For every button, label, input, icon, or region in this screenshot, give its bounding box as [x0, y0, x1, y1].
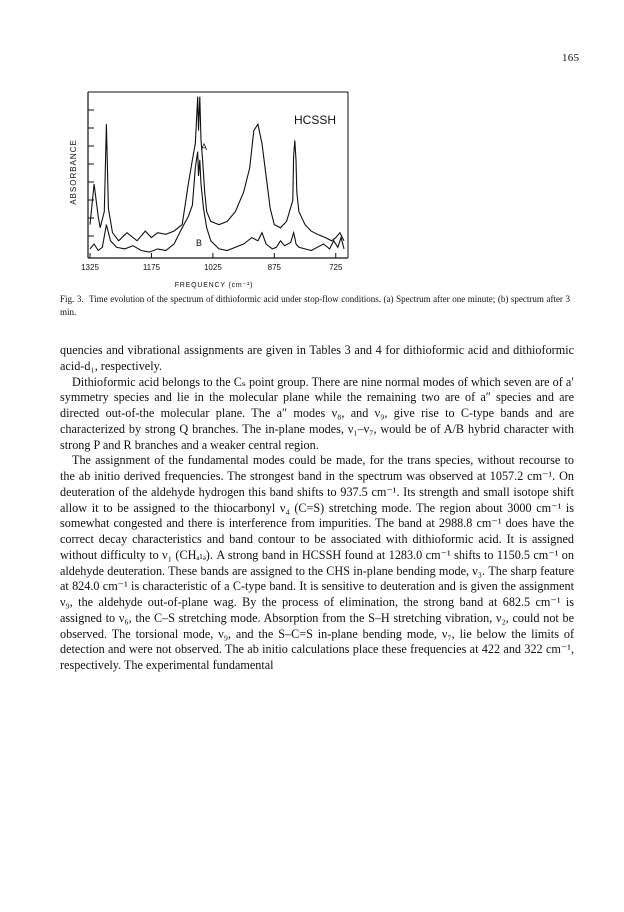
x-tick-label: 1175	[142, 263, 161, 272]
figure-caption	[60, 293, 570, 319]
page-number: 165	[562, 52, 580, 64]
x-tick-label: 875	[267, 263, 281, 272]
figure-label: Fig. 3.	[60, 294, 84, 304]
x-tick-label: 725	[329, 263, 343, 272]
spectrum-chart	[0, 0, 624, 300]
paragraph-3: The assignment of the fundamental modes could be made, for the trans species, without recourse to the ab initio derived frequencies. The strongest band in the spectrum was observed at 1057.2 cm⁻¹. On deuteration of the aldehyde hydrogen this band shifts to 937.5 cm⁻¹. Its strength and small isotope shift allow it to be assigned to the thiocarbonyl ν₄ (C=S) stretching mode. The region about 3000 cm⁻¹ is somewhat congested and there is interference from impurities. The band at 2988.8 cm⁻¹ does have the correct decay characteristics and band contour to be associated with dithioformic acid. It is assigned without difficulty to ν₁ (CHₐₗₔ). A strong band in HCSSH found at 1283.0 cm⁻¹ shifts to 1150.5 cm⁻¹ on aldehyde deuteration. These bands are assigned to the CHS in-plane bending mode, ν₃. The sharp feature at 824.0 cm⁻¹ is characteristic of a C-type band. It is sensitive to deuteration and is given the assignment ν₉, the aldehyde out-of-plane wag. By the process of elimination, the strong band at 682.5 cm⁻¹ is assigned to ν₆, the C–S stretching mode. Absorption from the S–H stretching vibration, ν₂, could not be observed. The torsional mode, ν₉, and the S–C=S in-plane bending mode, ν₇, lie below the limits of detection and were not observed. The ab initio calculations place these frequencies at 422 and 322 cm⁻¹, respectively. The experimental fundamental	[60, 453, 574, 672]
caption-text: Time evolution of the spectrum of dithioformic acid under stop-flow conditions. (a) Spectrum after one minute; (b) spectrum after 3 min.	[60, 294, 570, 317]
x-tick-label: 1325	[81, 263, 99, 272]
x-tick-label: 1025	[203, 263, 222, 272]
paragraph-1: quencies and vibrational assignments are given in Tables 3 and 4 for dithioformic acid and dithioformic acid-d₁, respectively.	[60, 343, 574, 373]
series-label-a: A	[201, 142, 208, 152]
x-axis-label: FREQUENCY (cm⁻¹)	[174, 282, 254, 289]
y-axis-label: ABSORBANCE	[69, 139, 78, 205]
chart-title: HCSSH	[293, 113, 337, 127]
series-label-b: B	[196, 238, 203, 248]
body-text	[60, 343, 574, 674]
paragraph-2: Dithioformic acid belongs to the Cₛ point group. There are nine normal modes of which seven are of a′ symmetry species and lie in the molecular plane while the remaining two are of a″ species and are directed out-of-the molecular plane. The a″ modes ν₈, and ν₉, give rise to C-type bands and are characterized by strong Q branches. The in-plane modes, ν₁–ν₇, would be of A/B hybrid character with strong P and R branches and a weaker central region.	[60, 374, 574, 452]
spectrum-trace-b	[90, 152, 344, 252]
